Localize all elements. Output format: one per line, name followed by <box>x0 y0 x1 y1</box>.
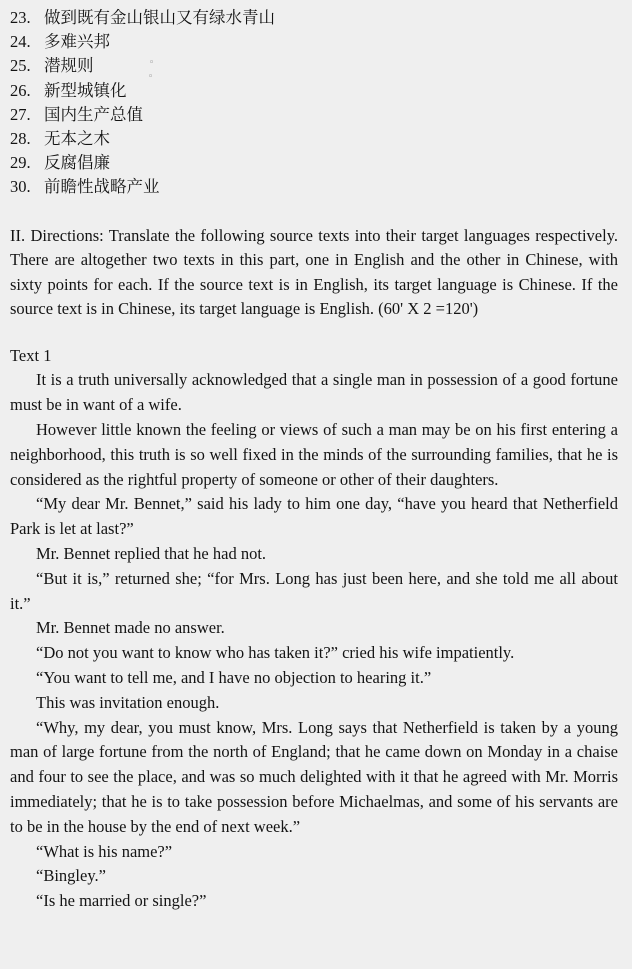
paragraph: Mr. Bennet replied that he had not. <box>36 544 267 564</box>
vocab-term: 反腐倡廉 <box>44 153 110 173</box>
vocab-item <box>10 151 618 175</box>
vocab-item <box>10 79 618 103</box>
vocab-item <box>10 175 618 199</box>
paragraph: This was invitation enough. <box>36 692 220 712</box>
paragraph: However little known the feeling or views of such a man may be on his first entering a neighborhood, this truth is so well fixed in the minds of the surrounding families, that he is considered as the rightful property of someone or other of their daughters. <box>10 420 618 489</box>
vocab-item <box>10 30 618 54</box>
vocab-item <box>10 103 618 127</box>
vocab-term: 多难兴邦 <box>44 32 110 52</box>
paragraph: It is a truth universally acknowledged that a single man in possession of a good fortune must be in want of a wife. <box>10 370 618 415</box>
paragraph: “Bingley.” <box>36 866 106 886</box>
paragraph: “But it is,” returned she; “for Mrs. Long has just been here, and she told me all about it.” <box>10 568 618 613</box>
vocab-number: 29. <box>10 153 31 173</box>
paragraph: Mr. Bennet made no answer. <box>36 618 225 638</box>
paragraph: “Do not you want to know who has taken it?” cried his wife impatiently. <box>36 643 515 663</box>
vocabulary-list <box>10 6 618 200</box>
scan-speck-icon: ◦ <box>149 58 155 68</box>
scan-speck-icon: ◦ <box>148 72 154 82</box>
vocab-item <box>10 127 618 151</box>
text-body <box>10 368 618 914</box>
paragraph: “My dear Mr. Bennet,” said his lady to him one day, “have you heard that Netherfield Park is let at last?” <box>10 494 618 539</box>
vocab-item <box>10 54 618 78</box>
vocab-number: 25. <box>10 56 31 76</box>
vocab-term: 前瞻性战略产业 <box>44 177 160 197</box>
vocab-term: 无本之木 <box>44 128 110 148</box>
vocab-number: 26. <box>10 80 31 100</box>
paragraph: “Is he married or single?” <box>36 891 207 911</box>
paragraph: “What is his name?” <box>36 841 173 861</box>
paragraph: “You want to tell me, and I have no objection to hearing it.” <box>36 668 432 688</box>
vocab-number: 27. <box>10 104 31 124</box>
vocab-term: 国内生产总值 <box>44 104 143 124</box>
vocab-number: 30. <box>10 177 31 197</box>
vocab-term: 做到既有金山银山又有绿水青山 <box>44 8 275 27</box>
text-heading: Text 1 <box>10 345 52 365</box>
vocab-term: 新型城镇化 <box>44 80 127 100</box>
paragraph: “Why, my dear, you must know, Mrs. Long says that Netherfield is taken by a young man of large fortune from the north of England; that he came down on Monday in a chaise and four to see the place, and was so much delighted with it that he agreed with Mr. Morris immediately; that he is to take possession before Michaelmas, and some of his servants are to be in the house by the end of next week.” <box>10 717 618 836</box>
vocab-number: 23. <box>10 8 31 27</box>
vocab-number: 24. <box>10 32 31 52</box>
vocab-term: 潜规则 <box>44 56 94 76</box>
vocab-number: 28. <box>10 128 31 148</box>
section-directions: II. Directions: Translate the following source texts into their target languages respectively. There are altogether two texts in this part, one in English and the other in Chinese, with sixty points for each. If the source text is in English, its target language is Chinese. If the source text is in Chinese, its target language is English. (60' X 2 =120') <box>10 225 618 319</box>
vocab-item <box>10 6 618 30</box>
